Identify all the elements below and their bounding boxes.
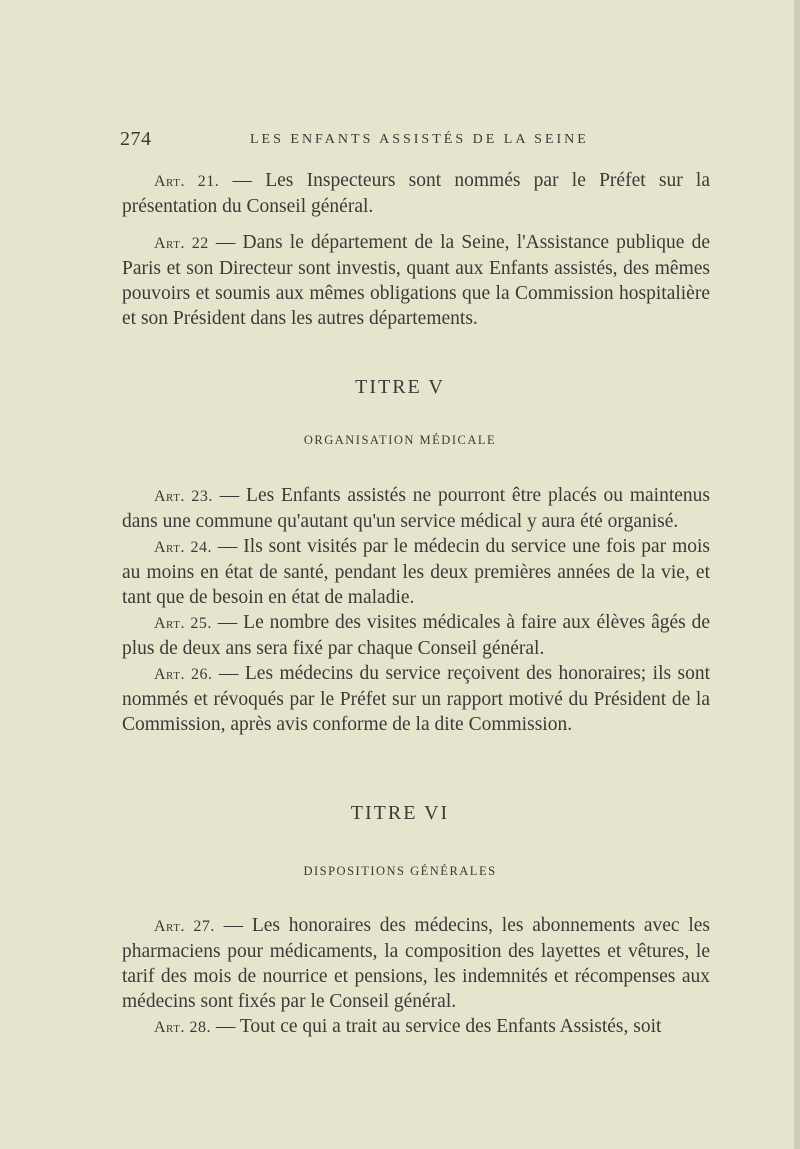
article-label: Art. 26.: [154, 666, 213, 683]
page-number: 274: [120, 128, 152, 150]
section-subtitle-v: ORGANISATION MÉDICALE: [303, 433, 497, 447]
article-text: — Tout ce qui a trait au service des Enfants Assistés, soit: [210, 1016, 662, 1037]
page-edge: [794, 0, 800, 1149]
article-label: Art. 25.: [154, 615, 212, 632]
article-26: [122, 661, 710, 737]
article-25: [122, 610, 710, 661]
article-text: — Les honoraires des médecins, les abonnements avec les pharmaciens pour médicaments, la composition des layettes et vêtures, le tarif des mois de nourrice et pensions, les indemnités et récompenses aux médecins sont fixés par le Conseil général.: [122, 915, 710, 1012]
articles-23-26: [122, 483, 710, 737]
section-subtitle-vi: DISPOSITIONS GÉNÉRALES: [303, 864, 497, 878]
article-21: [122, 168, 710, 219]
section-title-vi: TITRE VI: [350, 802, 450, 824]
article-text: — Le nombre des visites médicales à faire aux élèves âgés de plus de deux ans sera fixé par chaque Conseil général.: [122, 612, 710, 659]
running-title: LES ENFANTS ASSISTÉS DE LA SEINE: [250, 132, 589, 147]
article-label: Art. 22: [154, 235, 209, 252]
article-text: — Dans le département de la Seine, l'Assistance publique de Paris et son Directeur sont investis, quant aux Enfants assistés, des mêmes pouvoirs et soumis aux mêmes obligations que la Commission hospitalière et son Président dans les autres départements.: [122, 232, 710, 329]
article-label: Art. 24.: [154, 539, 212, 556]
article-27: [122, 913, 710, 1014]
section-title-v: TITRE V: [355, 376, 445, 398]
article-label: Art. 27.: [154, 918, 215, 935]
article-text: — Ils sont visités par le médecin du service une fois par mois au moins en état de santé, pendant les deux premières années de la vie, et tant que de besoin en état de maladie.: [122, 536, 710, 608]
article-22: [122, 230, 710, 331]
article-24: [122, 534, 710, 610]
article-label: Art. 21.: [154, 173, 220, 190]
article-text: — Les Enfants assistés ne pourront être placés ou maintenus dans une commune qu'autant qu'un service médical y aura été organisé.: [122, 485, 710, 532]
article-23: [122, 483, 710, 534]
article-text: — Les Inspecteurs sont nommés par le Préfet sur la présentation du Conseil général.: [122, 170, 710, 217]
page-header: [120, 128, 710, 154]
article-label: Art. 23.: [154, 488, 213, 505]
articles-27-28: [122, 913, 710, 1040]
article-label: Art. 28.: [154, 1019, 211, 1036]
article-28: [122, 1014, 710, 1040]
article-text: — Les médecins du service reçoivent des honoraires; ils sont nommés et révoqués par le Préfet sur un rapport motivé du Président de la Commission, après avis conforme de la dite Commission.: [122, 663, 711, 735]
